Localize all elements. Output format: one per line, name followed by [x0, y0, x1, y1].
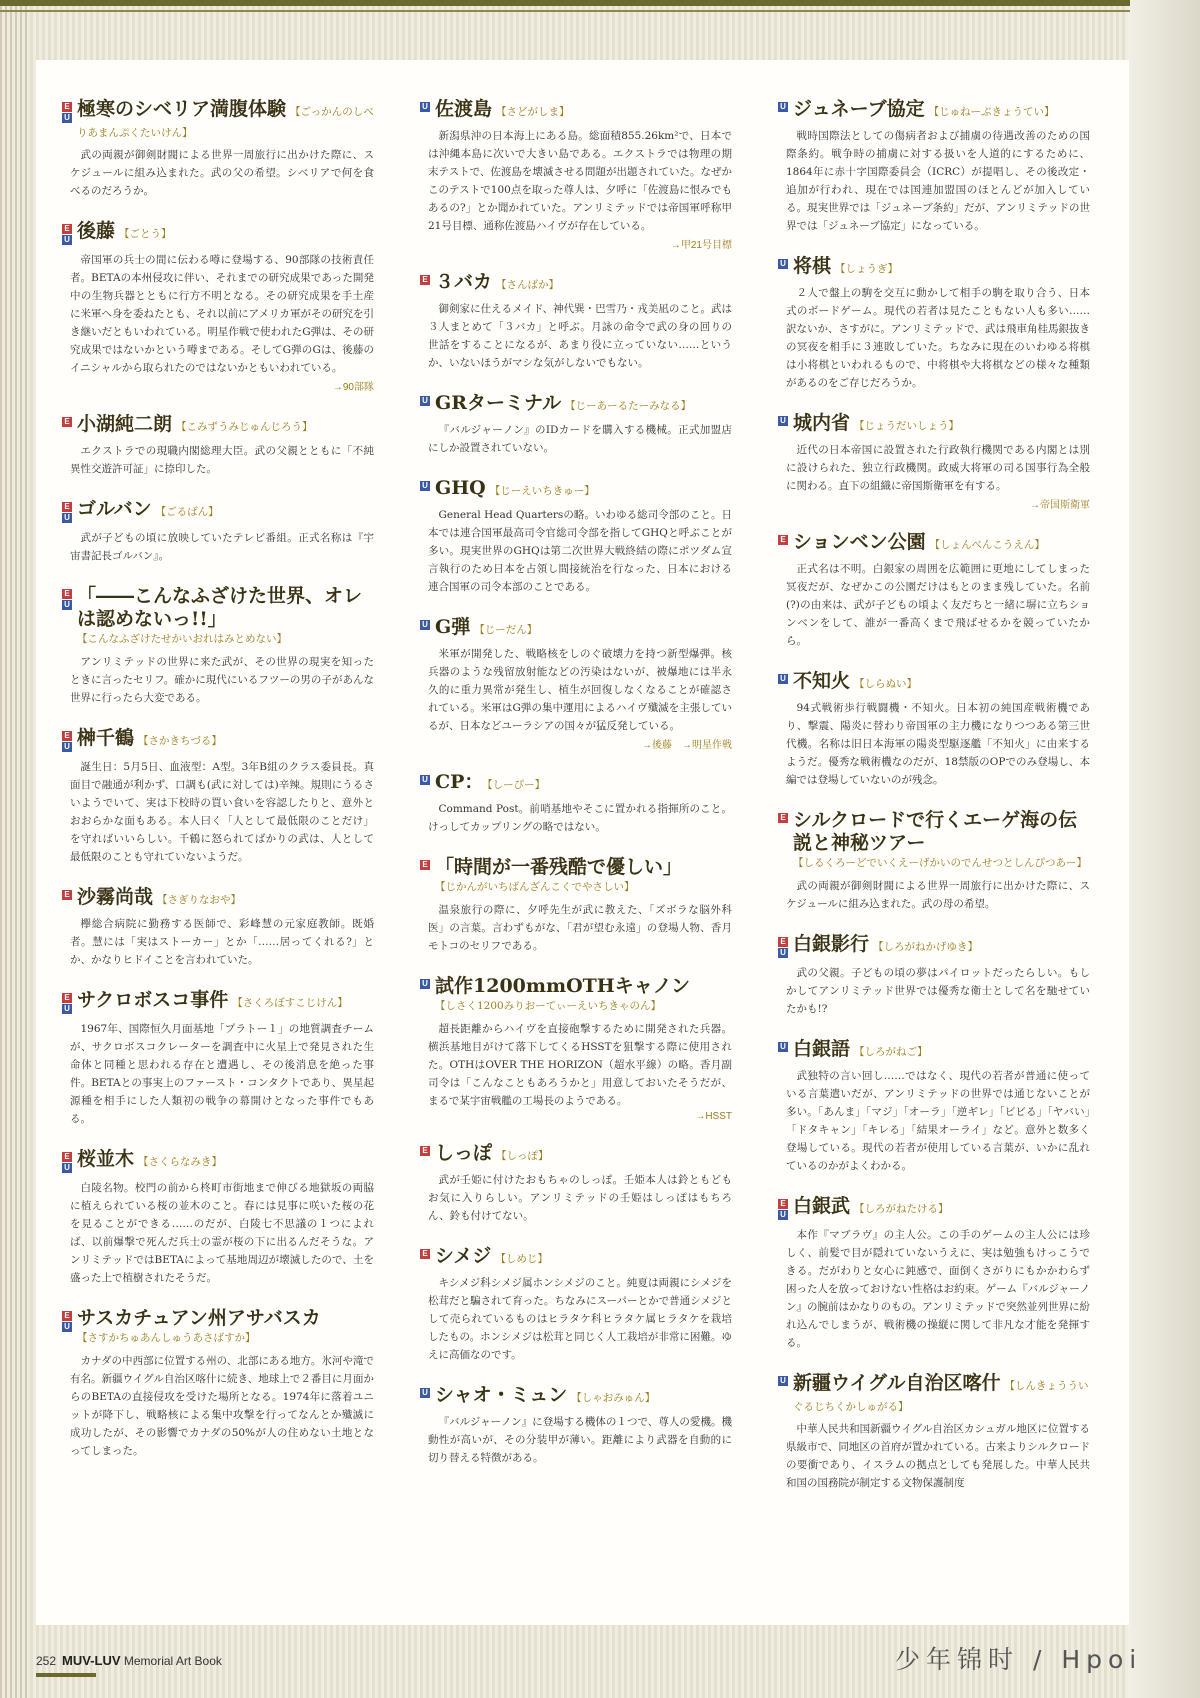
entry-heading [778, 809, 1090, 871]
entry-heading [62, 989, 374, 1014]
route-badge [62, 417, 72, 427]
book-brand: MUV-LUV [62, 1653, 121, 1668]
entry-title: 極寒のシベリア満腹体験 [77, 98, 287, 120]
extra-route-badge: E [778, 937, 788, 947]
entry-title: GRターミナル [435, 392, 562, 414]
glossary-entry [420, 975, 732, 1122]
entry-title: サクロボスコ事件 [77, 989, 229, 1011]
extra-route-badge: E [62, 417, 72, 427]
entry-body: 武が子どもの頃に放映していたテレビ番組。正式名称は『宇宙書記長ゴルバン』。 [70, 532, 374, 562]
entry-title: 白銀影行 [793, 933, 870, 955]
entry-reading: 【じーえいちきゅー】 [489, 485, 595, 497]
entry-body: 超長距離からハイヴを直接砲撃するために開発された兵器。横浜基地目がけて落下してくるHSSTを狙撃する際に使用された。OTHはOVER THE HORIZON（超水平線）の略。香月副司令は「こんなこともあろうかと」用意しておいたそうだが、まるで某宇宙戦艦の工場長のようである。 [428, 1023, 732, 1107]
glossary-entry [420, 392, 732, 457]
unlimited-route-badge: U [420, 775, 430, 785]
glossary-entry [420, 616, 732, 751]
entry-reading: 【さどがしま】 [496, 106, 570, 118]
entry-body: 御剣家に仕えるメイド、神代巽・巴雪乃・戎美凪のこと。武は３人まとめて「３バカ」と呼ぶ。月詠の命令で武の身の回りの世話をすることになるが、あまり役に立っていない……というか、いないほうがマシな気がしないでもない。 [428, 303, 732, 369]
entry-reading: 【ごとう】 [119, 228, 172, 240]
entry-reading: 【しっぽ】 [496, 1150, 549, 1162]
route-badge [420, 979, 430, 989]
route-badge [778, 535, 788, 545]
entry-heading [420, 856, 732, 895]
entry-title: 後藤 [77, 220, 116, 242]
route-badge [778, 1042, 788, 1052]
glossary-entry [62, 727, 374, 866]
unlimited-route-badge: U [420, 396, 430, 406]
entry-body: 『バルジャーノン』のIDカードを購入する機械。正式加盟店にしか設置されていない。 [428, 424, 732, 454]
entry-title: ジュネーブ協定 [793, 98, 925, 120]
entry-heading [778, 1195, 1090, 1220]
unlimited-route-badge: U [420, 979, 430, 989]
entry-title: サスカチュアン州アサバスカ [77, 1307, 321, 1329]
extra-route-badge: E [778, 813, 788, 823]
glossary-entry [62, 886, 374, 969]
glossary-entry [62, 413, 374, 478]
column-left [62, 98, 374, 1480]
unlimited-route-badge: U [420, 1388, 430, 1398]
extra-route-badge: E [420, 275, 430, 285]
unlimited-route-badge: U [778, 259, 788, 269]
entry-title: 「――こんなふざけた世界、オレは認めないっ!!」 [77, 585, 363, 630]
entry-title: しっぽ [435, 1142, 493, 1164]
entry-heading [778, 670, 1090, 693]
entry-title: 試作1200mmOTHキャノン [435, 975, 690, 997]
glossary-entry [420, 1245, 732, 1364]
unlimited-route-badge: U [778, 948, 788, 958]
route-badge [420, 620, 430, 630]
route-badge [778, 102, 788, 112]
entry-reading: 【ごるばん】 [155, 506, 219, 518]
route-badge [62, 502, 72, 523]
entry-body: 近代の日本帝国に設置された行政執行機関である内閣とは別に設けられた、独立行政機関。政威大将軍の司る国事行為全般に関わる。直下の組織に帝国斯衛軍を有する。 [786, 444, 1090, 492]
unlimited-route-badge: U [62, 113, 72, 123]
entry-title: ３バカ [435, 271, 493, 293]
entry-heading [420, 616, 732, 639]
entry-body: キシメジ科シメジ属ホンシメジのこと。純夏は両親にシメジを松茸だと騙されて育った。ちなみにスーパーとかで普通シメジとして売られているものはヒラタケ科ヒラタケ属ヒラタケを栽培したもの。ホンシメジは松茸と同じく人工栽培が非常に困難。ゆえに高価なのです。 [428, 1277, 732, 1361]
extra-route-badge: E [778, 535, 788, 545]
entry-heading [62, 1307, 374, 1346]
entry-body: 1967年、国際恒久月面基地「プラトー１」の地質調査チームが、サクロボスコクレーターを調査中に火星上で発見された生命体と同種と思われる存在と遭遇し、その後消息を絶った事件。BETAとの事実上のファースト・コンタクトであり、異星起源種を相手にした人類初の戦争の幕開けとなった事件でもある。 [70, 1023, 374, 1125]
unlimited-route-badge: U [62, 235, 72, 245]
glossary-entry [778, 1038, 1090, 1175]
entry-heading [778, 933, 1090, 958]
entry-body: 新潟県沖の日本海上にある島。総面積855.26km²で、日本では沖縄本島に次いで大きい島である。エクストラでは物理の期末テストで、佐渡島を壊滅させる問題が出題されていた。なぜかこのテストで100点を取った尊人は、夕呼に「佐渡島に恨みでもあるの?」とか聞かれていた。アンリミテッドでは帝国軍呼称甲21号目標、通称佐渡島ハイヴが存在している。 [428, 130, 732, 232]
extra-route-badge: E [420, 860, 430, 870]
entry-body: 正式名は不明。白銀家の周囲を広範囲に更地にしてしまった冥夜だが、なぜかこの公園だけはもとのまま残していた。名前(?)の由来は、武が子どもの頃よく友だちと一緒に塀に立ちションベンをして、誰が一番高くまで飛ばせるかを競っていたから。 [786, 563, 1090, 647]
entry-body: 帝国軍の兵士の間に伝わる噂に登場する、90部隊の技術責任者。BETAの本州侵攻に伴い、それまでの研究成果であった開発中の生物兵器とともに行方不明となる。その研究成果を手土産に米軍へ身を委ねたとも、それ以前にアメリカ軍がその研究を引き継いだともいわれている。明星作戦で使われたG弾は、その研究成果ではないかという噂まである。そしてG弾のGは、後藤のイニシャルから取られたのではないかともいわれている。 [70, 254, 374, 374]
glossary-entry [778, 670, 1090, 789]
entry-reading: 【しらぬい】 [854, 678, 918, 690]
cross-reference: →甲21号目標 [670, 240, 732, 251]
unlimited-route-badge: U [778, 1210, 788, 1220]
route-badge [62, 224, 72, 245]
column-right [778, 98, 1090, 1512]
entry-body: 武が壬姫に付けたおもちゃのしっぽ。壬姫本人は鈴ともどもお気に入りらしい。アンリミテッドの壬姫はしっぽはもちろん、鈴も付けてない。 [428, 1174, 732, 1222]
entry-body: 白陵名物。校門の前から柊町市街地まで伸びる地獄坂の両脇に植えられている桜の並木のこと。春には見事に咲いた桜の花を見ることができる……のだが、白陵七不思議の１つによれば、以前爆撃で死んだ兵士の霊が桜の下に出るんだそうな。アンリミテッドではBETAによって基地周辺が壊滅したので、土を盛った上で植樹されたそうだ。 [70, 1182, 374, 1284]
glossary-entry [778, 412, 1090, 511]
entry-heading [420, 771, 732, 794]
route-badge [420, 775, 430, 785]
entry-reading: 【こみずうみじゅんじろう】 [176, 421, 313, 433]
entry-title: ゴルバン [77, 498, 152, 520]
route-badge [778, 937, 788, 958]
route-badge [420, 396, 430, 406]
glossary-entry [62, 98, 374, 200]
glossary-entry [62, 220, 374, 393]
glossary-entry [420, 771, 732, 836]
extra-route-badge: E [778, 1199, 788, 1209]
cross-reference: →90部隊 [332, 382, 374, 393]
entry-title: シメジ [435, 1245, 492, 1267]
route-badge [420, 481, 430, 491]
entry-heading [778, 531, 1090, 554]
entry-reading: 【さぎりなおや】 [157, 894, 242, 906]
extra-route-badge: E [420, 1249, 430, 1259]
entry-heading [778, 1038, 1090, 1061]
extra-route-badge: E [420, 1146, 430, 1156]
entry-title: 城内省 [793, 412, 851, 434]
entry-heading [62, 727, 374, 752]
entry-title: 小湖純二朗 [77, 413, 173, 435]
glossary-entry [778, 1372, 1090, 1492]
entry-heading [62, 220, 374, 245]
entry-heading [62, 98, 374, 140]
unlimited-route-badge: U [778, 416, 788, 426]
entry-title: 白銀武 [793, 1195, 851, 1217]
extra-route-badge: E [62, 993, 72, 1003]
entry-title: 桜並木 [77, 1148, 135, 1170]
entry-title: シャオ・ミュン [435, 1384, 568, 1406]
column-middle [420, 98, 732, 1487]
entry-title: 不知火 [793, 670, 851, 692]
entry-reading: 【しーぴー】 [487, 779, 546, 791]
book-subtitle: Memorial Art Book [123, 1654, 222, 1668]
top-rule [0, 0, 1130, 6]
entry-title: GHQ [435, 477, 486, 499]
entry-body: 94式戦術歩行戦闘機・不知火。日本初の純国産戦術機であり、撃震、陽炎に替わり帝国軍の主力機になりつつある第三世代機。名称は旧日本海軍の陽炎型駆逐艦「不知火」に由来するようだ。優秀な戦術機なのだが、18禁版のOPでのみ登場し、本編では登場していないのが残念。 [786, 702, 1090, 786]
extra-route-badge: E [62, 1152, 72, 1162]
unlimited-route-badge: U [62, 1004, 72, 1014]
route-badge [420, 860, 430, 870]
route-badge [420, 1146, 430, 1156]
glossary-entry [62, 498, 374, 565]
entry-reading: 【しろがねご】 [854, 1046, 928, 1058]
entry-reading: 【じかんがいちばんざんこくでやさしい】 [435, 881, 635, 893]
entry-body: エクストラでの現職内閣総理大臣。武の父親とともに「不純異性交遊許可証」に捺印した。 [70, 445, 374, 475]
unlimited-route-badge: U [62, 600, 72, 610]
route-badge [778, 674, 788, 684]
entry-reading: 【しょうぎ】 [835, 263, 899, 275]
glossary-entry [62, 1148, 374, 1287]
entry-body: ２人で盤上の駒を交互に動かして相手の駒を取り合う、日本式のボードゲーム。現代の若者は見たこともない人も多い……訳ないか、さすがに。アンリミテッドで、武は飛車角桂馬銀抜きの冥夜を相手に３連敗していた。ちなみに現在のいわゆる将棋は小将棋といわれるもので、中将棋や大将棋などの様々な種類があるのをご存じだろうか。 [786, 287, 1090, 389]
entry-reading: 【しんきょうういぐるじちくかしゅがる】 [793, 1380, 1089, 1413]
glossary-entry [420, 1384, 732, 1467]
entry-body: 温泉旅行の際に、夕呼先生が武に教えた、「ズボラな脳外科医」の言葉。言わずもがな、「君が望む永遠」の登場人物、香月モトコのセリフである。 [428, 904, 732, 952]
watermark: 少年锦时 / Hpoi [895, 1645, 1143, 1674]
glossary-entry [778, 933, 1090, 1018]
unlimited-route-badge: U [62, 1163, 72, 1173]
cross-reference: →後藤 →明星作戦 [642, 740, 732, 751]
extra-route-badge: E [62, 502, 72, 512]
glossary-entry [778, 255, 1090, 392]
entry-reading: 【じーだん】 [474, 624, 538, 636]
unlimited-route-badge: U [778, 102, 788, 112]
entry-heading [420, 392, 732, 415]
unlimited-route-badge: U [62, 742, 72, 752]
entry-heading [420, 975, 732, 1014]
route-badge [420, 1388, 430, 1398]
entry-title: 佐渡島 [435, 98, 493, 120]
route-badge [778, 259, 788, 269]
binding-edge [0, 0, 30, 1698]
top-rule-thin [0, 10, 1130, 12]
glossary-entry [420, 1142, 732, 1225]
entry-body: アンリミテッドの世界に来た武が、その世界の現実を知ったときに言ったセリフ。確かに現代にいるフツーの男の子があんな世界に行ったら大変である。 [70, 656, 374, 704]
entry-reading: 【しょんべんこうえん】 [929, 539, 1045, 551]
entry-heading [420, 1384, 732, 1407]
extra-route-badge: E [62, 224, 72, 234]
entry-heading [778, 412, 1090, 435]
entry-title: 白銀語 [793, 1038, 851, 1060]
entry-heading [62, 886, 374, 909]
route-badge [62, 890, 72, 900]
route-badge [420, 1249, 430, 1259]
entry-body: 武の両親が御剣財閥による世界一周旅行に出かけた際に、スケジュールに組み込まれた。武の父の希望。シベリアで何を食べるのだろうか。 [70, 149, 374, 197]
entry-body: 中華人民共和国新疆ウイグル自治区カシュガル地区に位置する県級市で、同地区の首府が置かれている。古来よりシルクロードの要衝であり、イスラムの拠点としても発展した。中華人民共和国の国務院が制定する文物保護制度 [786, 1423, 1090, 1489]
glossary-entry [420, 271, 732, 372]
entry-body: Command Post。前哨基地やそこに置かれる指揮所のこと。けっしてカップリングの略ではない。 [428, 803, 732, 833]
entry-reading: 【しろがねかげゆき】 [873, 941, 979, 953]
entry-title: 将棋 [793, 255, 832, 277]
entry-reading: 【じょうだいしょう】 [854, 420, 960, 432]
route-badge [778, 416, 788, 426]
route-badge [62, 102, 72, 123]
entry-reading: 【しさく1200みりおーてぃーえいちきゃのん】 [435, 1000, 662, 1012]
glossary-entry [420, 98, 732, 251]
entry-body: カナダの中西部に位置する州の、北部にある地方。氷河や滝で有名。新疆ウイグル自治区喀什に続き、地球上で２番目に月面からのBETAの直接侵攻を受けた場所となる。1974年に落着ユニットが降下し、戦略核による集中攻撃を行ってなんとか殲滅に成功したが、その影響でカナダの50%が人の住めない土地となってしまった。 [70, 1355, 374, 1457]
route-badge [778, 1376, 788, 1386]
unlimited-route-badge: U [778, 1376, 788, 1386]
entry-title: 沙霧尚哉 [77, 886, 154, 908]
entry-reading: 【じーあーるたーみなる】 [565, 400, 692, 412]
unlimited-route-badge: U [420, 620, 430, 630]
unlimited-route-badge: U [62, 1322, 72, 1332]
footer-rule [36, 1673, 96, 1677]
glossary-entry [778, 809, 1090, 913]
entry-reading: 【さくろぼすこじけん】 [232, 997, 348, 1009]
glossary-entry [778, 531, 1090, 650]
glossary-entry [778, 98, 1090, 235]
entry-reading: 【さすかちゅあんしゅうあさばすか】 [77, 1332, 256, 1344]
glossary-entry [420, 856, 732, 955]
route-badge [420, 102, 430, 112]
entry-heading [420, 477, 732, 500]
entry-reading: 【さかきちづる】 [138, 735, 222, 747]
extra-route-badge: E [62, 1311, 72, 1321]
entry-reading: 【こんなふざけたせかいおれはみとめない】 [77, 633, 287, 645]
entry-reading: 【しめじ】 [495, 1253, 548, 1265]
glossary-entry [778, 1195, 1090, 1352]
route-badge [778, 813, 788, 823]
entry-reading: 【じゅねーぶきょうてい】 [928, 106, 1055, 118]
entry-heading [62, 1148, 374, 1173]
entry-body: 戦時国際法としての傷病者および捕虜の待遇改善のための国際条約。戦争時の捕虜に対する扱いを人道的にするために、1864年に赤十字国際委員会（ICRC）が提唱し、その後改定・追加が行われ、現在では国連加盟国のほとんどが加入している。現実世界では「ジュネーブ条約」だが、アンリミテッドの世界では「ジュネーブ協定」になっている。 [786, 130, 1090, 232]
cross-reference: →帝国斯衛軍 [1030, 500, 1090, 511]
entry-title: CP： [435, 771, 484, 793]
entry-heading [62, 585, 374, 647]
entry-heading [62, 413, 374, 436]
glossary-entry [62, 989, 374, 1128]
entry-body: 武独特の言い回し……ではなく、現代の若者が普通に使っている言葉遣いだが、アンリミテッドの世界では通じないことが多い。「あんま」「マジ」「オーラ」「逆ギレ」「ビビる」「ヤバい」「ドタキャン」「キレる」「結果オーライ」など。意外と数多く登場している。現代の若者が使用している言葉が、いかに乱れているのかがよくわかる。 [786, 1070, 1090, 1172]
page-spine [1128, 0, 1200, 1698]
entry-body: 誕生日：5月5日、血液型：A型。3年B組のクラス委員長。真面目で融通が利かず、口調も(武に対しては)辛辣。規則にうるさいようでいて、実は下校時の買い食いを容認したりと、意外とおおらかな面もある。本人曰く「人として最低限のことだけ」を守ればいいらしい。千鶴に怒られてばかりの武は、人として最低限のことも守れていないようだ。 [70, 761, 374, 863]
entry-heading [778, 98, 1090, 121]
entry-heading [420, 1245, 732, 1268]
extra-route-badge: E [62, 102, 72, 112]
unlimited-route-badge: U [778, 674, 788, 684]
entry-reading: 【しろがねたける】 [854, 1203, 949, 1215]
entry-title: G弾 [435, 616, 471, 638]
unlimited-route-badge: U [62, 513, 72, 523]
entry-body: General Head Quartersの略。いわゆる総司令部のこと。日本では連合国軍最高司令官総司令部を指してGHQと呼ぶことが多い。現実世界のGHQは第二次世界大戦終結の際にポツダム宣言執行のため日本を占領し間接統治を行なった、日本における連合国軍の司令本部のことである。 [428, 509, 732, 593]
entry-reading: 【さんばか】 [496, 279, 560, 291]
entry-title: 榊千鶴 [77, 727, 135, 749]
route-badge [62, 1311, 72, 1332]
entry-title: ションベン公園 [793, 531, 926, 553]
entry-body: 米軍が開発した、戦略核をしのぐ破壊力を持つ新型爆弾。核兵器のような残留放射能などの汚染はないが、被爆地には半永久的に重力異常が発生し、植生が回復しなくなることが確認されている。米軍はG弾の集中運用によるハイヴ殲滅を主張しているが、日本などユーラシアの国々が猛反発している。 [428, 648, 732, 732]
route-badge [62, 589, 72, 610]
extra-route-badge: E [62, 589, 72, 599]
extra-route-badge: E [62, 890, 72, 900]
route-badge [62, 731, 72, 752]
unlimited-route-badge: U [778, 1042, 788, 1052]
route-badge [778, 1199, 788, 1220]
entry-body: 『バルジャーノン』に登場する機体の１つで、尊人の愛機。機動性が高いが、その分装甲が薄い。距離により武器を自動的に切り替える特徴がある。 [428, 1416, 732, 1464]
entry-heading [778, 1372, 1090, 1414]
entry-title: 新疆ウイグル自治区喀什 [793, 1372, 1001, 1394]
entry-title: シルクロードで行くエーゲ海の伝説と神秘ツアー [793, 809, 1078, 854]
entry-heading [62, 498, 374, 523]
entry-title: 「時間が一番残酷で優しい」 [435, 856, 683, 878]
entry-reading: 【しるくろーどでいくえーげかいのでんせつとしんぴつあー】 [793, 857, 1087, 869]
entry-body: 武の父親。子どもの頃の夢はパイロットだったらしい。もしかしてアンリミテッド世界では優秀な衛士として名を馳せていたかも!? [786, 967, 1090, 1015]
route-badge [420, 275, 430, 285]
route-badge [62, 1152, 72, 1173]
page-footer [36, 1653, 222, 1668]
entry-reading: 【さくらなみき】 [138, 1156, 223, 1168]
entry-body: 本作『マブラヴ』の主人公。この手のゲームの主人公には珍しく、前髪で目が隠れていないうえに、実は勉強もけっこうできる。だがわりと女心に鈍感で、面倒くさがりにもかかわらず困った人を放っておけない性格はお約束。ゲーム『バルジャーノン』の腕前はかなりのもの。アンリミテッドで突然並列世界に紛れ込んでしまうが、戦術機の操縦に関して非凡な才能を発揮する。 [786, 1229, 1090, 1349]
route-badge [62, 993, 72, 1014]
cross-reference: →HSST [695, 1111, 732, 1122]
entry-body: 欅総合病院に勤務する医師で、彩峰慧の元家庭教師。既婚者。慧には「実はストーカー」とか「……居ってくれる?」とか、かなりヒドイことを言われていた。 [70, 918, 374, 966]
glossary-entry [62, 585, 374, 707]
entry-heading [420, 98, 732, 121]
entry-heading [778, 255, 1090, 278]
entry-reading: 【ごっかんのしべりあまんぷくたいけん】 [77, 106, 374, 139]
entry-heading [420, 1142, 732, 1165]
entry-body: 武の両親が御剣財閥による世界一周旅行に出かけた際に、スケジュールに組み込まれた。武の母の希望。 [786, 880, 1090, 910]
extra-route-badge: E [62, 731, 72, 741]
page-number: 252 [36, 1654, 57, 1668]
glossary-entry [420, 477, 732, 596]
unlimited-route-badge: U [420, 481, 430, 491]
unlimited-route-badge: U [420, 102, 430, 112]
entry-heading [420, 271, 732, 294]
glossary-entry [62, 1307, 374, 1460]
entry-reading: 【しゃおみゅん】 [571, 1392, 656, 1404]
